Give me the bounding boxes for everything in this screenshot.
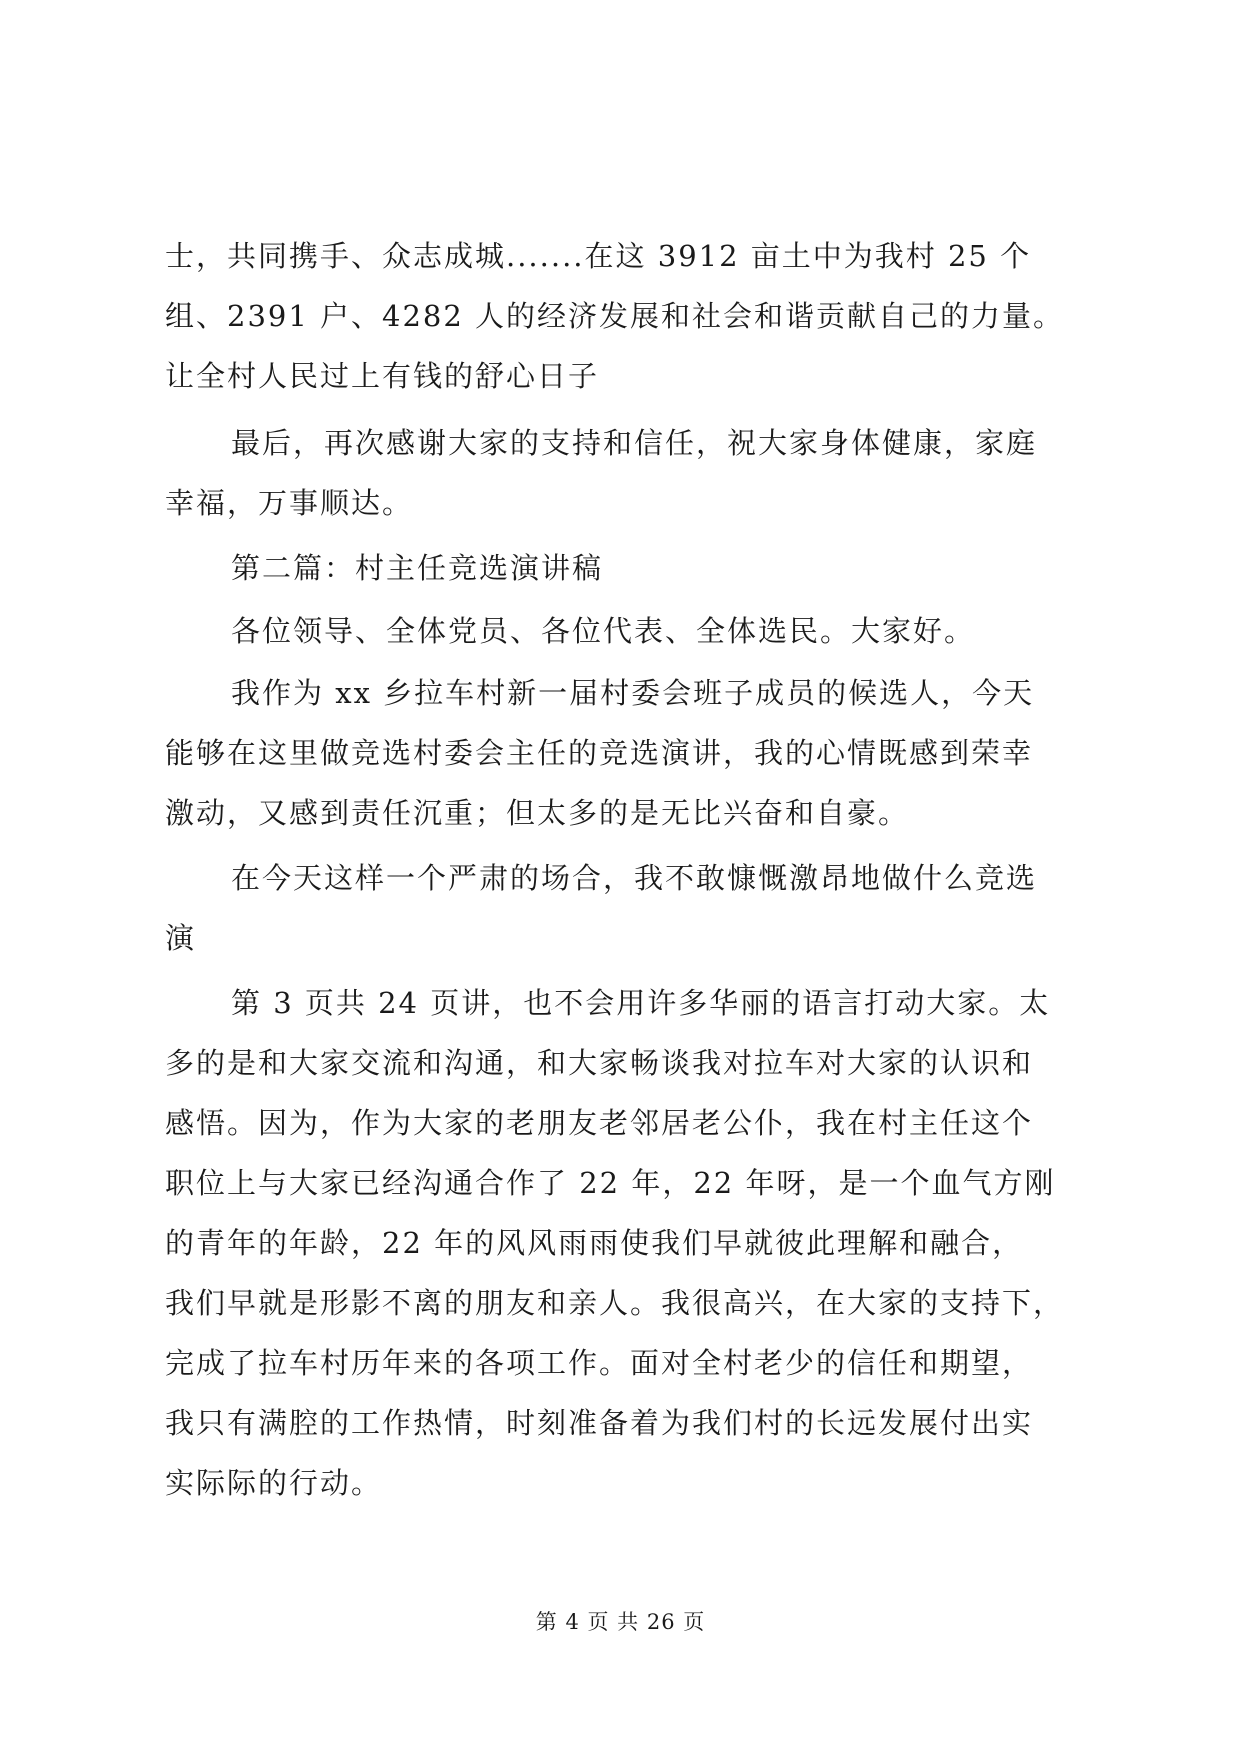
text-line: 最后，再次感谢大家的支持和信任，祝大家身体健康，家庭 xyxy=(231,426,1038,460)
text-line: 的青年的年龄，22 年的风风雨雨使我们早就彼此理解和融合， xyxy=(165,1226,1024,1260)
text-line: 演 xyxy=(165,921,197,955)
text-line: 士，共同携手、众志成城.......在这 3912 亩土中为我村 25 个 xyxy=(165,239,1032,273)
text-line: 我作为 xx 乡拉车村新一届村委会班子成员的候选人，今天 xyxy=(231,676,1035,710)
text-line: 我只有满腔的工作热情，时刻准备着为我们村的长远发展付出实 xyxy=(165,1406,1034,1440)
text-line: 让全村人民过上有钱的舒心日子 xyxy=(165,359,600,393)
text-line: 幸福，万事顺达。 xyxy=(165,486,414,520)
text-line: 在今天这样一个严肃的场合，我不敢慷慨激昂地做什么竞选 xyxy=(231,861,1038,895)
text-line: 各位领导、全体党员、各位代表、全体选民。大家好。 xyxy=(231,614,976,648)
text-line: 实际际的行动。 xyxy=(165,1466,383,1500)
text-line: 职位上与大家已经沟通合作了 22 年，22 年呀，是一个血气方刚 xyxy=(165,1166,1056,1200)
page-number-footer: 第 4 页 共 26 页 xyxy=(535,1610,706,1634)
text-line: 多的是和大家交流和沟通，和大家畅谈我对拉车对大家的认识和 xyxy=(165,1046,1034,1080)
section-heading: 第二篇：村主任竞选演讲稿 xyxy=(231,551,604,585)
text-line: 第 3 页共 24 页讲，也不会用许多华丽的语言打动大家。太 xyxy=(231,986,1051,1020)
text-line: 完成了拉车村历年来的各项工作。面对全村老少的信任和期望， xyxy=(165,1346,1034,1380)
text-line: 我们早就是形影不离的朋友和亲人。我很高兴，在大家的支持下， xyxy=(165,1286,1065,1320)
text-line: 组、2391 户、4282 人的经济发展和社会和谐贡献自己的力量。 xyxy=(165,299,1065,333)
text-line: 激动，又感到责任沉重；但太多的是无比兴奋和自豪。 xyxy=(165,796,910,830)
text-line: 感悟。因为，作为大家的老朋友老邻居老公仆，我在村主任这个 xyxy=(165,1106,1034,1140)
text-line: 能够在这里做竞选村委会主任的竞选演讲，我的心情既感到荣幸 xyxy=(165,736,1034,770)
